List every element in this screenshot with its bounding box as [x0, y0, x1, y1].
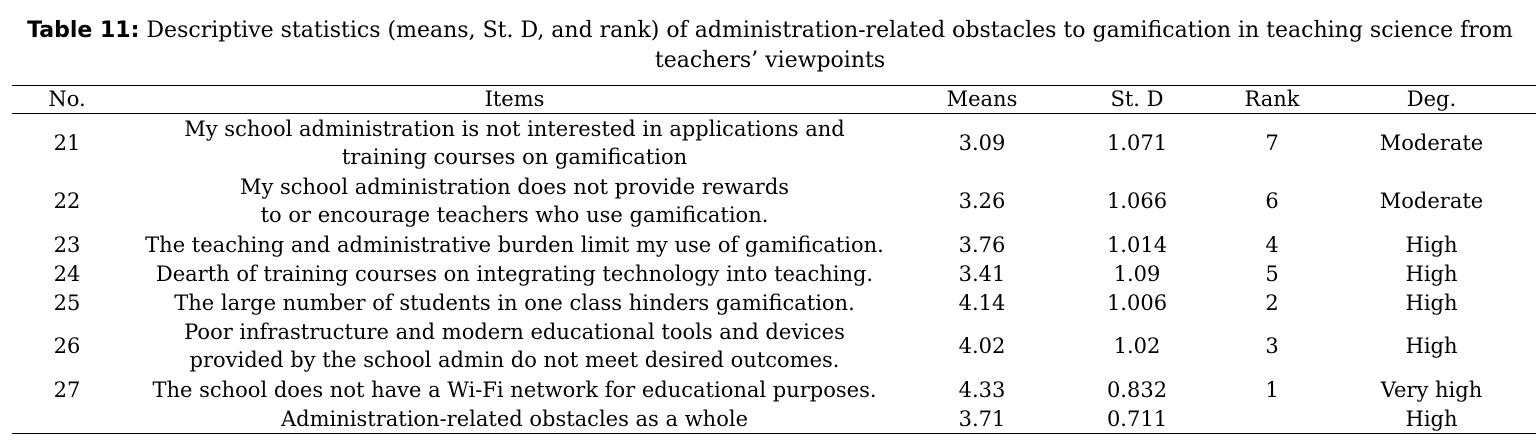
table-row — [12, 172, 1536, 230]
cell-item: My school administration does not provide rewards to or encourage teachers who use gamification. — [239, 175, 790, 227]
cell-st-d: 1.006 — [1106, 290, 1168, 315]
cell-st-d: 1.066 — [1106, 189, 1168, 213]
cell-deg: High — [1405, 406, 1458, 431]
statistics-table — [12, 86, 1536, 433]
table-row — [12, 375, 1536, 404]
cell-item: The school does not have a Wi-Fi network for educational purposes. — [152, 377, 877, 402]
cell-no: 23 — [53, 232, 81, 257]
header-deg: Deg. — [1327, 86, 1536, 114]
table-row — [12, 259, 1536, 288]
cell-means: 4.14 — [958, 290, 1006, 315]
header-rank: Rank — [1217, 86, 1327, 114]
table-row — [12, 230, 1536, 259]
table-header-row — [12, 86, 1536, 114]
cell-item: Dearth of training courses on integrating technology into teaching. — [155, 261, 874, 286]
header-means: Means — [907, 86, 1057, 114]
cell-no: 27 — [53, 377, 81, 402]
cell-no: 25 — [53, 290, 81, 315]
cell-means: 3.26 — [958, 189, 1006, 213]
cell-rank: 1 — [1265, 377, 1279, 402]
cell-means: 4.33 — [958, 377, 1006, 402]
table-caption-label: Table 11: — [27, 18, 140, 43]
cell-no: 22 — [53, 189, 81, 213]
cell-rank — [1217, 404, 1327, 433]
cell-rank: 6 — [1265, 189, 1279, 213]
cell-st-d: 1.09 — [1113, 261, 1161, 286]
cell-means: 3.76 — [958, 232, 1006, 257]
table-row — [12, 288, 1536, 317]
cell-deg: High — [1405, 232, 1458, 257]
cell-means: 3.41 — [958, 261, 1006, 286]
cell-item: My school administration is not interested in applications and training courses on gamification — [184, 117, 845, 169]
table-row-total — [12, 404, 1536, 433]
cell-rank: 4 — [1265, 232, 1279, 257]
cell-item: The large number of students in one class hinders gamification. — [174, 290, 855, 315]
cell-item: The teaching and administrative burden limit my use of gamification. — [145, 232, 884, 257]
cell-st-d: 1.02 — [1113, 334, 1161, 358]
cell-no: 21 — [53, 131, 81, 155]
cell-no: 26 — [53, 334, 81, 358]
cell-st-d: 0.832 — [1106, 377, 1168, 402]
cell-st-d: 1.071 — [1106, 131, 1168, 155]
header-no: No. — [12, 86, 122, 114]
cell-deg: High — [1405, 290, 1458, 315]
cell-item: Administration-related obstacles as a whole — [281, 406, 748, 431]
table-caption-text: Descriptive statistics (means, St. D, and rank) of administration-related obstacles to gamification in teaching science from teachers’ viewpoints — [146, 18, 1513, 73]
cell-no: 24 — [53, 261, 81, 286]
table-row — [12, 317, 1536, 375]
bottom-rule — [12, 433, 1536, 434]
cell-no — [12, 404, 122, 433]
cell-means: 3.09 — [958, 131, 1006, 155]
cell-rank: 7 — [1265, 131, 1279, 155]
cell-rank: 2 — [1265, 290, 1279, 315]
table-caption — [0, 16, 1540, 76]
cell-item: Poor infrastructure and modern educational tools and devices provided by the school admin do not meet desired outcomes. — [184, 320, 845, 372]
cell-deg: High — [1405, 261, 1458, 286]
cell-deg: Moderate — [1379, 131, 1484, 155]
cell-means: 4.02 — [958, 334, 1006, 358]
cell-st-d: 0.711 — [1106, 406, 1168, 431]
table-row — [12, 114, 1536, 173]
header-items: Items — [122, 86, 907, 114]
header-st-d: St. D — [1057, 86, 1217, 114]
cell-rank: 5 — [1265, 261, 1279, 286]
cell-means: 3.71 — [958, 406, 1006, 431]
cell-deg: High — [1405, 334, 1458, 358]
cell-rank: 3 — [1265, 334, 1279, 358]
cell-st-d: 1.014 — [1106, 232, 1168, 257]
cell-deg: Moderate — [1379, 189, 1484, 213]
cell-deg: Very high — [1380, 377, 1483, 402]
